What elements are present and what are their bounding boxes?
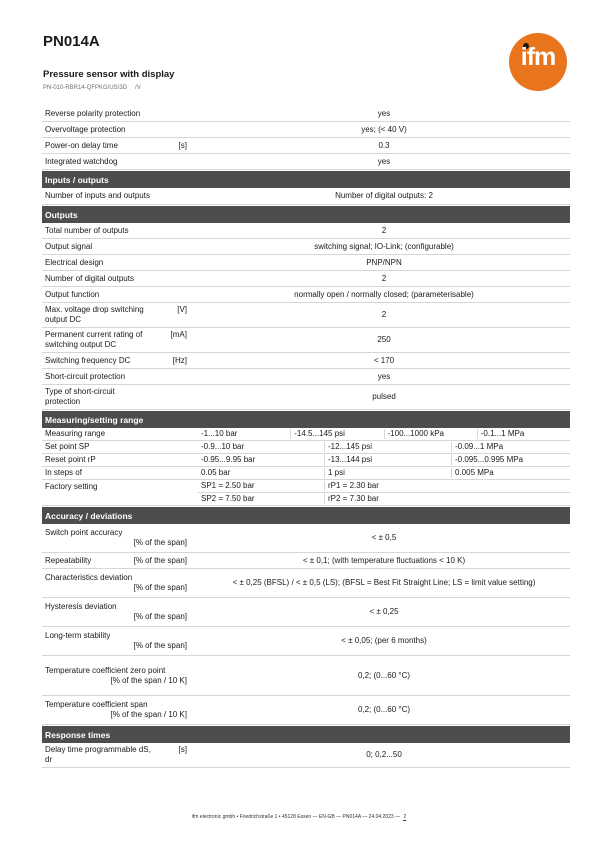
spec-label: Number of digital outputs xyxy=(45,273,134,283)
spec-row xyxy=(42,524,570,553)
spec-value: 2 xyxy=(381,310,387,319)
ifm-logo xyxy=(509,33,567,91)
spec-label: Number of inputs and outputs xyxy=(45,191,150,200)
spec-row xyxy=(42,627,570,656)
article-code-suffix: /V xyxy=(135,85,141,91)
spec-value: yes xyxy=(377,371,391,381)
spec-row xyxy=(42,454,570,467)
spec-cells xyxy=(198,442,570,452)
spec-row xyxy=(42,303,570,328)
spec-cell: -1...10 bar xyxy=(201,429,238,438)
spec-label: Measuring range xyxy=(45,429,106,438)
spec-value: 0.3 xyxy=(378,140,390,150)
spec-cell: 1 psi xyxy=(324,468,451,478)
spec-row xyxy=(42,328,570,353)
spec-row xyxy=(42,553,570,569)
article-code-text: PN-010-RBR14-QFPKG/US/3D xyxy=(43,85,128,91)
spec-value: < ± 0,25 xyxy=(369,607,399,616)
spec-label: Factory setting xyxy=(45,482,98,491)
factory-cells xyxy=(198,480,570,505)
spec-cell: -100...1000 kPa xyxy=(384,429,477,439)
page-number: 2 xyxy=(403,814,407,820)
spec-value: < ± 0,25 (BFSL) / < ± 0,5 (LS); (BFSL = Best Fit Straight Line; LS = limit value setting) xyxy=(232,578,536,587)
spec-label: Permanent current rating of switching output DC [mA] xyxy=(45,330,187,349)
spec-label: Set point SP xyxy=(45,442,90,451)
spec-row xyxy=(42,106,570,122)
spec-label: Delay time programmable dS, dr [s] xyxy=(45,745,187,764)
spec-row xyxy=(42,385,570,410)
spec-value: Number of digital outputs: 2 xyxy=(335,191,433,200)
spec-value: PNP/NPN xyxy=(366,257,402,267)
spec-row xyxy=(42,441,570,454)
spec-cell: SP2 = 7.50 bar xyxy=(201,494,255,503)
spec-row xyxy=(42,569,570,598)
spec-value: yes xyxy=(377,108,391,118)
spec-row xyxy=(42,480,570,506)
spec-value: < ± 0,1; (with temperature fluctuations < 10 K) xyxy=(302,555,466,565)
spec-cells xyxy=(198,468,570,478)
spec-label: Total number of outputs xyxy=(45,225,129,235)
spec-cells xyxy=(198,493,570,505)
spec-value: yes xyxy=(377,156,391,166)
spec-cell: -0.95...9.95 bar xyxy=(201,455,256,464)
spec-value: 0; 0,2...50 xyxy=(366,750,402,759)
spec-row xyxy=(42,239,570,255)
spec-cell: -0.1...1 MPa xyxy=(477,429,570,439)
section-header-outputs: Outputs xyxy=(42,206,570,223)
spec-label: Temperature coefficient span [% of the span / 10 K] xyxy=(45,700,187,719)
spec-cell: SP1 = 2.50 bar xyxy=(201,481,255,490)
spec-value: switching signal; IO-Link; (configurable) xyxy=(314,241,454,251)
spec-row xyxy=(42,154,570,170)
spec-label: Electrical design xyxy=(45,257,104,267)
spec-value: 250 xyxy=(377,335,391,344)
spec-label: Reverse polarity protection xyxy=(45,108,141,118)
spec-value: normally open / normally closed; (parameterisable) xyxy=(294,289,474,299)
spec-cell: -0.9...10 bar xyxy=(201,442,245,451)
spec-cell: -14.5...145 psi xyxy=(290,429,383,439)
spec-row xyxy=(42,467,570,480)
spec-row xyxy=(42,255,570,271)
spec-cell: -0.095...0.995 MPa xyxy=(451,455,570,465)
spec-row xyxy=(42,696,570,725)
spec-row xyxy=(42,138,570,154)
spec-row xyxy=(42,656,570,696)
section-header-measuring: Measuring/setting range xyxy=(42,411,570,428)
spec-label: Overvoltage protection xyxy=(45,124,126,134)
spec-cells xyxy=(198,455,570,465)
spec-value: pulsed xyxy=(372,392,396,401)
spec-label: Integrated watchdog xyxy=(45,156,118,166)
spec-row xyxy=(42,353,570,369)
spec-label: Switching frequency DC [Hz] xyxy=(45,355,187,365)
spec-row xyxy=(42,743,570,768)
spec-label: Long-term stability [% of the span] xyxy=(45,631,187,650)
section-header-response: Response times xyxy=(42,726,570,743)
spec-label: Output signal xyxy=(45,241,93,251)
spec-cell: 0.05 bar xyxy=(201,468,231,477)
spec-label: Power-on delay time [s] xyxy=(45,140,187,150)
logo-text: ifm xyxy=(520,43,556,71)
spec-label: Output function xyxy=(45,289,100,299)
spec-cell: -0.09...1 MPa xyxy=(451,442,570,452)
footer-text: ifm electronic gmbh • Friedrichstraße 1 • 45128 Essen — EN-GB — PN014A — 24.04.2023 — xyxy=(191,814,401,820)
spec-cell: -13...144 psi xyxy=(324,455,451,465)
spec-value: 0,2; (0...60 °C) xyxy=(357,670,411,680)
spec-row xyxy=(42,271,570,287)
spec-row xyxy=(42,188,570,205)
spec-row xyxy=(42,122,570,138)
spec-label: Temperature coefficient zero point [% of the span / 10 K] xyxy=(45,665,187,685)
page-footer xyxy=(0,814,598,821)
spec-value: yes; (< 40 V) xyxy=(361,124,407,134)
spec-cells xyxy=(198,480,570,493)
spec-label: Characteristics deviation [% of the span] xyxy=(45,573,187,592)
spec-row xyxy=(42,223,570,239)
spec-cell: rP2 = 7.30 bar xyxy=(324,494,451,504)
spec-cell: rP1 = 2.30 bar xyxy=(324,481,451,491)
section-header-inputs-outputs: Inputs / outputs xyxy=(42,171,570,188)
spec-value: < ± 0,5 xyxy=(371,533,397,542)
spec-label: Repeatability [% of the span] xyxy=(45,555,187,565)
spec-value: 0,2; (0...60 °C) xyxy=(357,705,411,714)
article-code xyxy=(43,85,141,91)
product-subtitle: Pressure sensor with display xyxy=(43,69,175,80)
spec-label: Reset point rP xyxy=(45,455,96,464)
spec-value: < ± 0,05; (per 6 months) xyxy=(341,636,427,645)
spec-cell: 0.005 MPa xyxy=(451,468,570,478)
spec-cell: -12...145 psi xyxy=(324,442,451,452)
spec-label: Max. voltage drop switching output DC [V] xyxy=(45,305,187,324)
spec-label: Hysteresis deviation [% of the span] xyxy=(45,602,187,621)
page-title: PN014A xyxy=(43,33,100,50)
section-header-accuracy: Accuracy / deviations xyxy=(42,507,570,524)
spec-value: < 170 xyxy=(373,355,395,365)
spec-row xyxy=(42,598,570,627)
spec-value: 2 xyxy=(381,273,387,283)
spec-cells xyxy=(198,429,570,439)
spec-label: Type of short-circuit protection xyxy=(45,387,115,406)
spec-table xyxy=(42,106,570,768)
spec-value: 2 xyxy=(381,225,387,235)
spec-label: In steps of xyxy=(45,468,82,477)
spec-row xyxy=(42,287,570,303)
spec-label: Switch point accuracy [% of the span] xyxy=(45,528,187,547)
spec-row xyxy=(42,428,570,441)
spec-row xyxy=(42,369,570,385)
spec-label: Short-circuit protection xyxy=(45,371,126,381)
